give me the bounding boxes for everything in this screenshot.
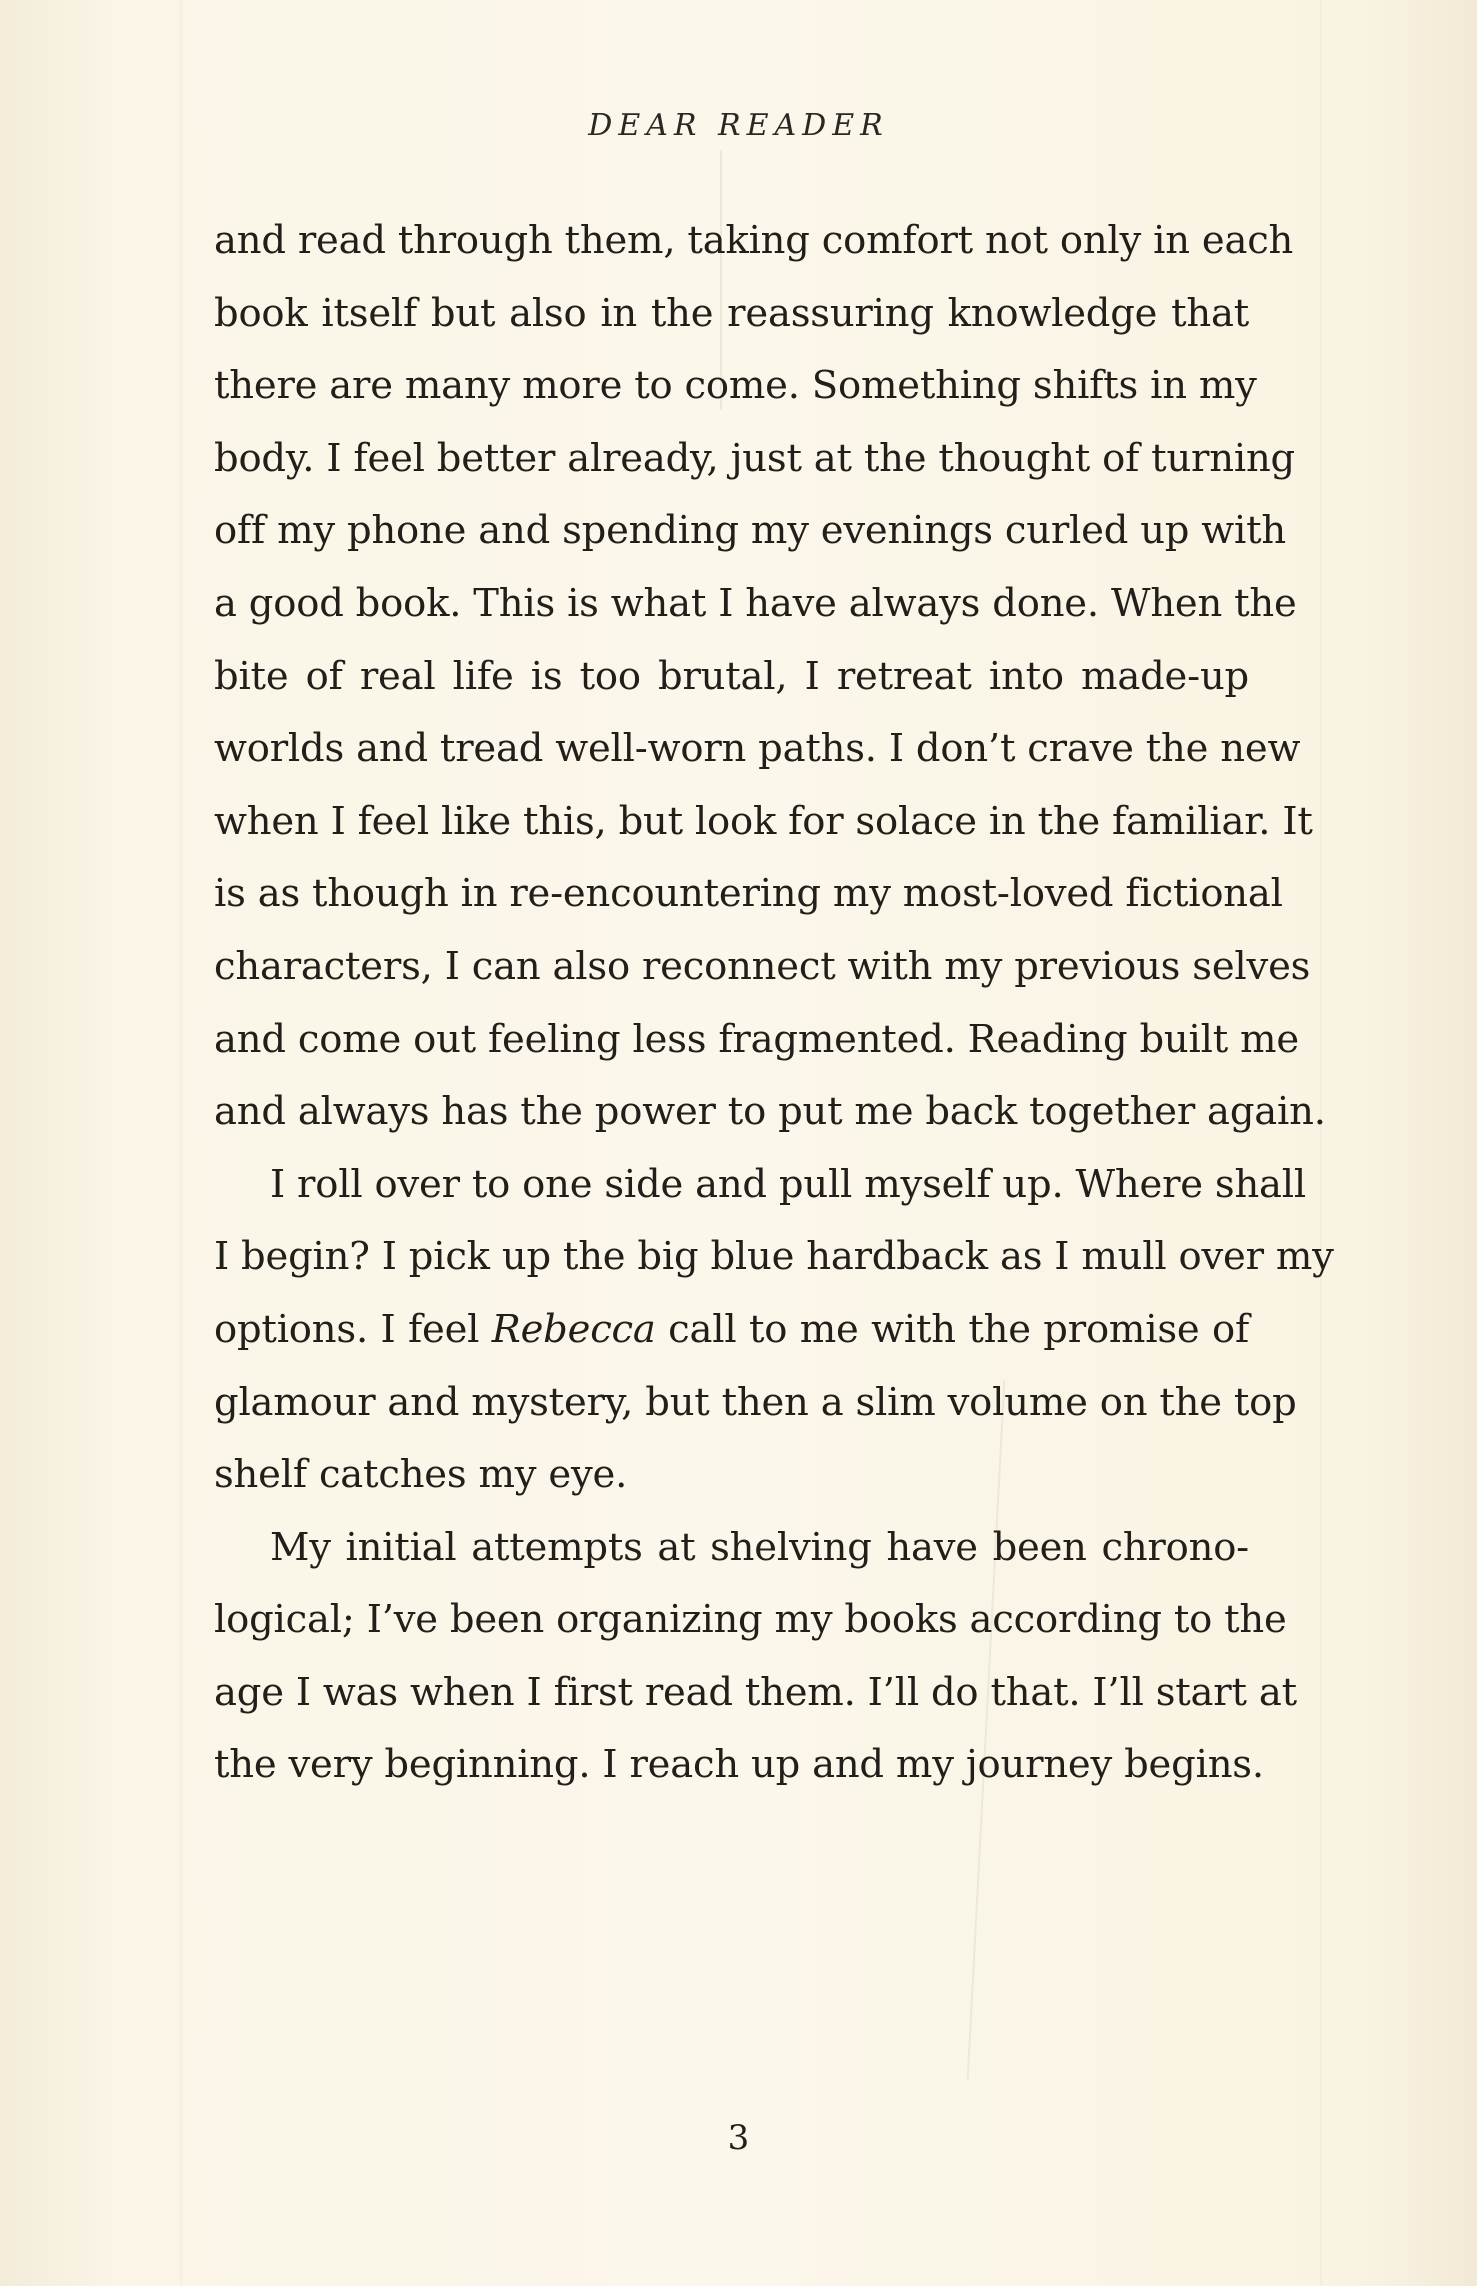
text-line: characters, I can also reconnect with my previous selves	[214, 943, 1311, 989]
text-line: off my phone and spending my evenings curled up with	[214, 508, 1287, 554]
running-head: DEAR READER	[588, 108, 889, 143]
text-line: bite of real life is too brutal, I retreat into made-up	[214, 653, 1249, 699]
body-text	[214, 205, 1334, 1802]
text-line: age I was when I first read them. I’ll do that. I’ll start at	[214, 1669, 1297, 1715]
text-line: shelf catches my eye.	[214, 1452, 628, 1498]
text-line: My initial attempts at shelving have been chrono-	[270, 1524, 1249, 1570]
text-line: I roll over to one side and pull myself up. Where shall	[270, 1161, 1307, 1207]
text-line: and come out feeling less fragmented. Reading built me	[214, 1016, 1299, 1062]
text-run: options. I feel	[214, 1306, 492, 1352]
text-line: logical; I’ve been organizing my books according to the	[214, 1597, 1287, 1643]
text-line: body. I feel better already, just at the thought of turning	[214, 435, 1295, 481]
text-line: glamour and mystery, but then a slim volume on the top	[214, 1379, 1297, 1425]
text-line: book itself but also in the reassuring knowledge that	[214, 290, 1249, 336]
text-line: when I feel like this, but look for solace in the familiar. It	[214, 798, 1313, 844]
text-line	[214, 1294, 1249, 1367]
text-line: a good book. This is what I have always done. When the	[214, 580, 1297, 626]
text-line: the very beginning. I reach up and my journey begins.	[214, 1742, 1264, 1788]
text-line: there are many more to come. Something shifts in my	[214, 363, 1257, 409]
page-crease	[1320, 0, 1322, 2286]
page-number: 3	[727, 2118, 750, 2158]
text-line: and read through them, taking comfort not only in each	[214, 218, 1294, 263]
text-run: call to me with the promise of	[655, 1306, 1250, 1352]
text-line: worlds and tread well-worn paths. I don’t crave the new	[214, 726, 1301, 772]
book-title-italic: Rebecca	[491, 1306, 656, 1352]
text-line: I begin? I pick up the big blue hardback as I mull over my	[214, 1234, 1334, 1280]
page-crease	[180, 0, 182, 2286]
text-line: and always has the power to put me back together again.	[214, 1089, 1326, 1135]
text-line: is as though in re-encountering my most-loved fictional	[214, 871, 1283, 917]
